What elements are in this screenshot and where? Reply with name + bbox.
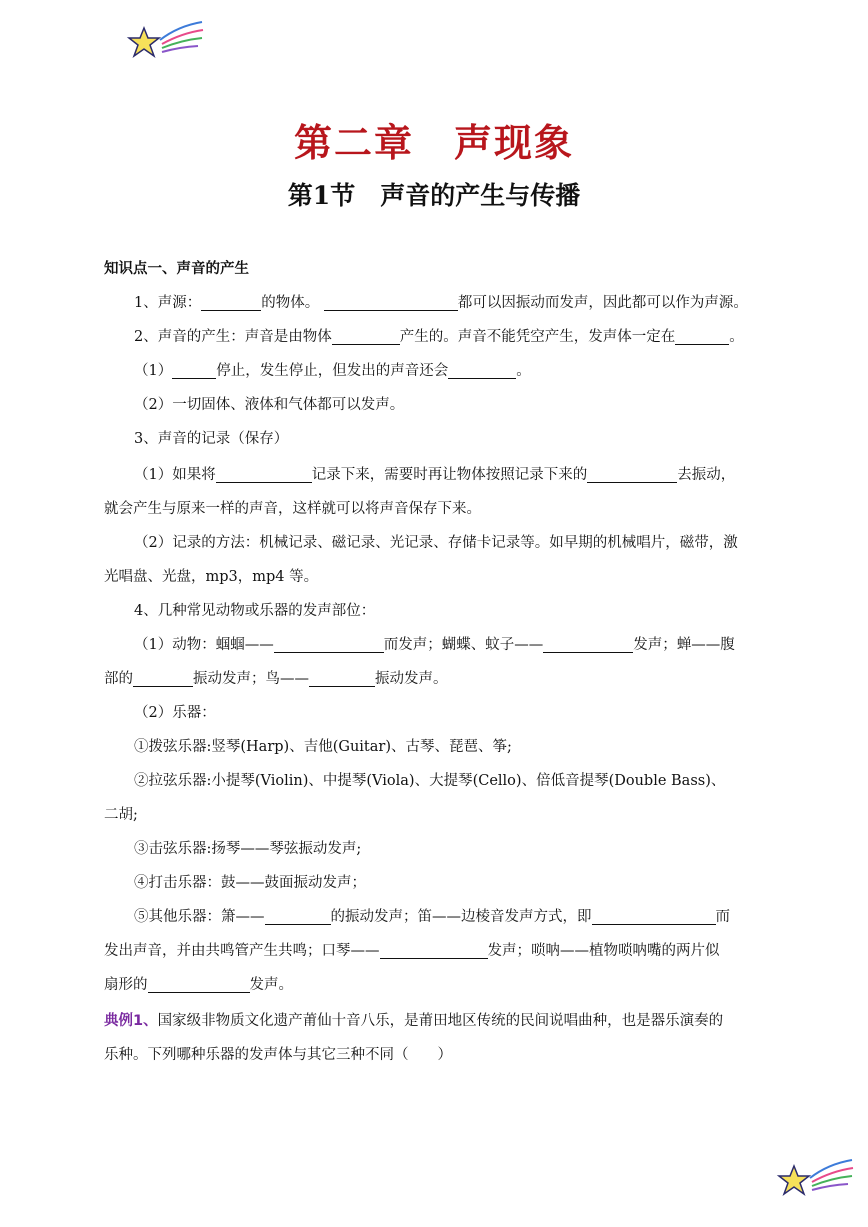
text: 停止，发生停止，但发出的声音还会 — [216, 363, 449, 379]
text: 。 — [729, 329, 744, 345]
text: （1）如果将 — [134, 467, 216, 483]
text: （1） — [134, 363, 173, 379]
fill-blank[interactable] — [675, 326, 729, 345]
paragraph: （2）记录的方法：机械记录、磁记录、光记录、存储卡记录等。如早期的机械唱片，磁带，激 — [134, 535, 738, 551]
fill-blank[interactable] — [133, 668, 193, 687]
paragraph — [134, 354, 768, 388]
paragraph: 4、几种常见动物或乐器的发声部位： — [134, 603, 376, 619]
text: ⑤其他乐器：箫—— — [134, 909, 265, 925]
fill-blank[interactable] — [332, 326, 400, 345]
paragraph: ②拉弦乐器:小提琴(Violin)、中提琴(Viola)、大提琴(Cello)、倍低音提琴(Double Bass)、 — [134, 773, 726, 789]
section-heading: 知识点一、声音的产生 — [104, 261, 249, 277]
text: 2、声音的产生：声音是由物体 — [134, 329, 332, 345]
text: 1、声源： — [134, 295, 202, 311]
fill-blank[interactable] — [543, 634, 633, 653]
paragraph: 二胡; — [104, 807, 138, 823]
text: 发声。 — [249, 977, 293, 993]
text: 而 — [715, 909, 730, 925]
paragraph — [104, 662, 768, 696]
text: （1）动物：蝈蝈—— — [134, 637, 274, 653]
paragraph: 3、声音的记录（保存） — [134, 431, 289, 447]
fill-blank[interactable] — [587, 464, 677, 483]
text: 国家级非物质文化遗产莆仙十音八乐，是莆田地区传统的民间说唱曲种，也是器乐演奏的 — [157, 1013, 724, 1029]
fill-blank[interactable] — [201, 292, 261, 311]
paragraph — [134, 320, 768, 354]
paragraph — [134, 458, 768, 492]
example-label: 典例1、 — [104, 1013, 158, 1029]
fill-blank[interactable] — [216, 464, 312, 483]
text: 部的 — [104, 671, 133, 687]
fill-blank[interactable] — [172, 360, 216, 379]
text: 振动发声。 — [375, 671, 448, 687]
text: 去振动， — [677, 467, 736, 483]
paragraph: 乐种。下列哪种乐器的发声体与其它三种不同（ ） — [104, 1047, 452, 1063]
text: 的物体。 — [261, 295, 320, 311]
fill-blank[interactable] — [148, 974, 250, 993]
paragraph: ①拨弦乐器:竖琴(Harp)、吉他(Guitar)、古琴、琵琶、筝; — [134, 739, 512, 755]
paragraph: （2）一切固体、液体和气体都可以发声。 — [134, 397, 405, 413]
fill-blank[interactable] — [448, 360, 516, 379]
paragraph: 就会产生与原来一样的声音，这样就可以将声音保存下来。 — [104, 501, 481, 517]
paragraph: ③击弦乐器:扬琴——琴弦振动发声; — [134, 841, 362, 857]
paragraph — [134, 628, 768, 662]
shooting-star-icon — [776, 1156, 854, 1204]
text: 产生的。声音不能凭空产生，发声体一定在 — [399, 329, 676, 345]
fill-blank[interactable] — [274, 634, 384, 653]
paragraph — [104, 968, 768, 1002]
paragraph — [134, 900, 768, 934]
text: 扇形的 — [104, 977, 148, 993]
paragraph: ④打击乐器：鼓——鼓面振动发声； — [134, 875, 366, 891]
paragraph: （2）乐器： — [134, 705, 216, 721]
section-subtitle: 第1节 声音的产生与传播 — [287, 181, 581, 210]
example-question — [104, 1004, 768, 1038]
fill-blank[interactable] — [265, 906, 331, 925]
text: 发声；唢呐——植物唢呐嘴的两片似 — [487, 943, 720, 959]
text: 的振动发声；笛——边棱音发声方式，即 — [330, 909, 592, 925]
fill-blank[interactable] — [592, 906, 716, 925]
paragraph — [104, 934, 768, 968]
text: 发出声音，并由共鸣管产生共鸣；口琴—— — [104, 943, 380, 959]
paragraph: 光唱盘、光盘，mp3，mp4 等。 — [104, 569, 319, 585]
paragraph — [134, 286, 768, 320]
fill-blank[interactable] — [324, 292, 458, 311]
text: 记录下来，需要时再让物体按照记录下来的 — [311, 467, 588, 483]
chapter-title: 第二章 声现象 — [293, 120, 574, 165]
text: 振动发声；鸟—— — [193, 671, 309, 687]
text: 发声；蝉——腹 — [633, 637, 735, 653]
text: 。 — [516, 363, 531, 379]
fill-blank[interactable] — [380, 940, 488, 959]
shooting-star-icon — [126, 18, 204, 66]
text: 而发声；蝴蝶、蚊子—— — [383, 637, 544, 653]
text: 都可以因振动而发声，因此都可以作为声源。 — [457, 295, 748, 311]
fill-blank[interactable] — [309, 668, 375, 687]
